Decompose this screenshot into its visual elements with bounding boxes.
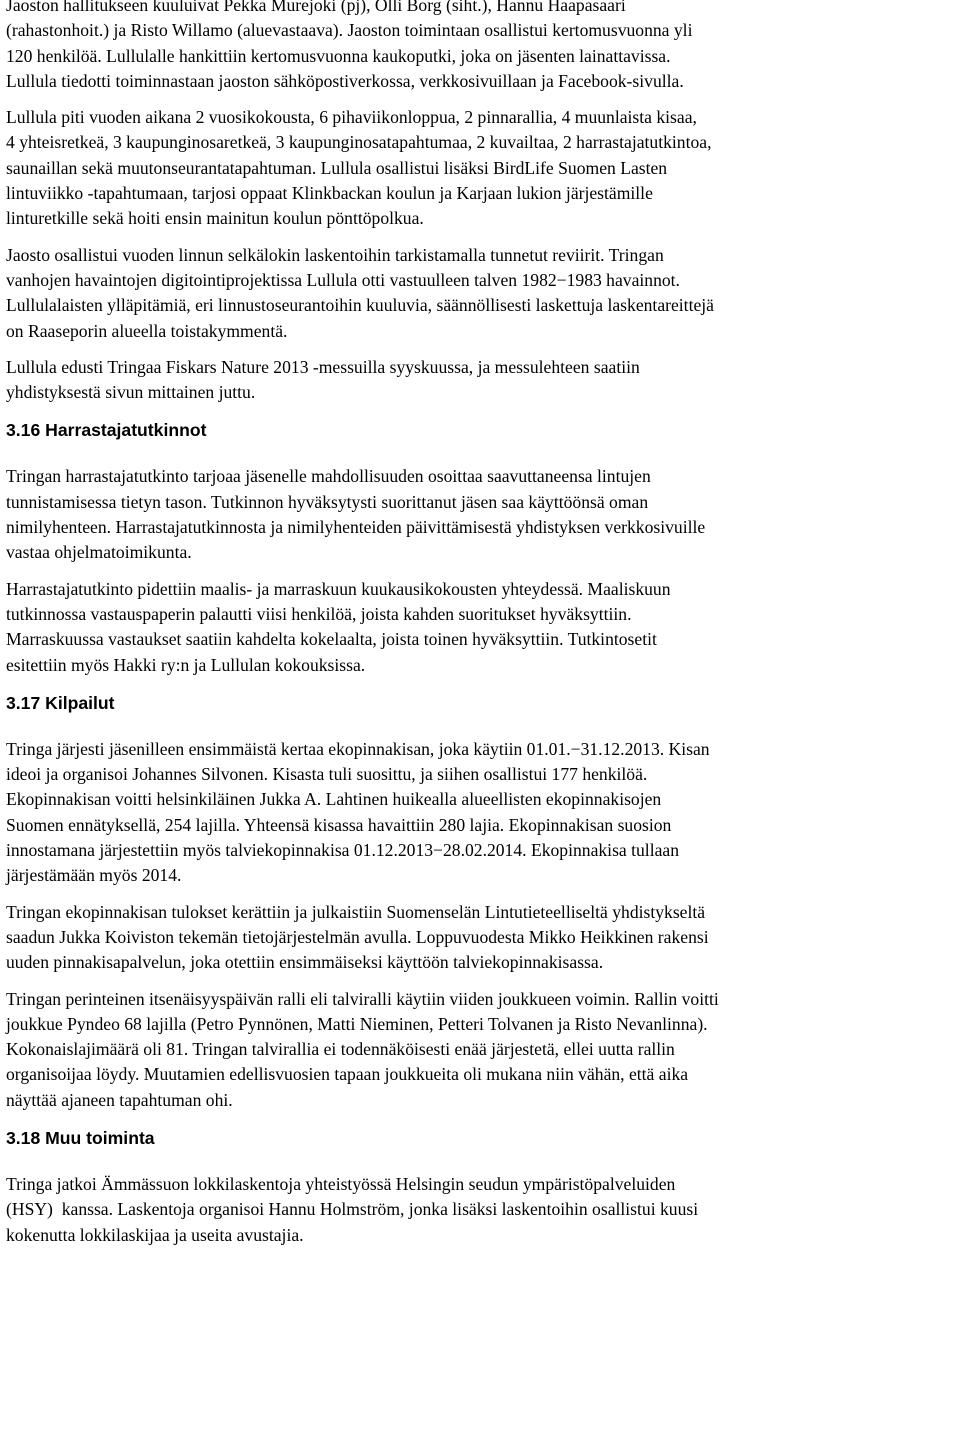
- spacer: [6, 405, 960, 418]
- paragraph-line: Tringa jatkoi Ämmässuon lokkilaskentoja yhteistyössä Helsingin seudun ympäristöpalveluiden: [6, 1173, 676, 1194]
- paragraph-line: Lullula piti vuoden aikana 2 vuosikokousta, 6 pihaviikonloppua, 2 pinnarallia, 4 muunlaista kisaa,: [6, 107, 697, 128]
- paragraph-line: Kokonaislajimäärä oli 81. Tringan talvirallia ei todennäköisesti enää järjestetä, ellei uutta rallin: [6, 1039, 675, 1060]
- paragraph-line: Lullula edusti Tringaa Fiskars Nature 2013 -messuilla syyskuussa, ja messulehteen saatiin: [6, 356, 640, 377]
- paragraph-line: saadun Jukka Koiviston tekemän tietojärjestelmän avulla. Loppuvuodesta Mikko Heikkinen rakensi: [6, 926, 709, 947]
- paragraph-line: Jaoston hallitukseen kuuluivat Pekka Murejoki (pj), Olli Borg (siht.), Hannu Haapasaari: [6, 0, 626, 15]
- spacer: [6, 1151, 960, 1172]
- paragraph-line: linturetkille sekä hoiti ensin mainitun koulun pönttöpolkua.: [6, 208, 424, 229]
- section-heading: 3.17 Kilpailut: [6, 692, 115, 713]
- paragraph: [6, 1172, 960, 1248]
- paragraph-line: yhdistyksestä sivun mittainen juttu.: [6, 382, 256, 403]
- paragraph-line: ideoi ja organisoi Johannes Silvonen. Kisasta tuli suosittu, ja siihen osallistui 177 henkilöä.: [6, 764, 648, 785]
- paragraph-line: vanhojen havaintojen digitointiprojektissa Lullula otti vastuulleen talven 1982−1983 havainnot.: [6, 269, 680, 290]
- paragraph-line: järjestämään myös 2014.: [6, 865, 182, 886]
- spacer: [6, 232, 960, 243]
- paragraph-line: Lullula tiedotti toiminnastaan jaoston sähköpostiverkossa, verkkosivuillaan ja Facebook-sivulla.: [6, 70, 684, 91]
- paragraph-line: Tringan perinteinen itsenäisyyspäivän ralli eli talviralli käytiin viiden joukkueen voimin. Rallin voitti: [6, 988, 719, 1009]
- paragraph-line: innostamana järjestettiin myös talviekopinnakisa 01.12.2013−28.02.2014. Ekopinnakisa tullaan: [6, 840, 679, 861]
- spacer: [6, 443, 960, 464]
- paragraph-line: lintuviikko -tapahtumaan, tarjosi oppaat Klinkbackan koulun ja Karjaan lukion järjestämille: [6, 183, 653, 204]
- paragraph-line: Ekopinnakisan voitti helsinkiläinen Jukka A. Lahtinen huikealla alueellisten ekopinnakisojen: [6, 789, 662, 810]
- paragraph-line: 120 henkilöä. Lullulalle hankittiin kertomusvuonna kaukoputki, joka on jäsenten lainattavissa.: [6, 45, 671, 66]
- paragraph-line: (rahastonhoit.) ja Risto Willamo (aluevastaava). Jaoston toimintaan osallistui kertomusvuonna yli: [6, 20, 693, 41]
- paragraph-line: Suomen ennätyksellä, 254 lajilla. Yhteensä kisassa havaittiin 280 lajia. Ekopinnakisan suosion: [6, 814, 672, 835]
- paragraph-line: Tringan harrastajatutkinto tarjoaa jäsenelle mahdollisuuden osoittaa saavuttaneensa lintujen: [6, 466, 651, 487]
- paragraph: [6, 355, 960, 406]
- paragraph-line: (HSY) kanssa. Laskentoja organisoi Hannu Holmström, jonka lisäksi laskentoihin osallistui kuusi: [6, 1199, 699, 1220]
- section-heading: 3.18 Muu toiminta: [6, 1127, 155, 1148]
- paragraph-line: Jaosto osallistui vuoden linnun selkälokin laskentoihin tarkistamalla tunnetut reviirit. Tringan: [6, 244, 664, 265]
- paragraph-line: kokenutta lokkilaskijaa ja useita avustajia.: [6, 1224, 304, 1245]
- paragraph: [6, 577, 960, 678]
- paragraph: [6, 900, 960, 976]
- paragraph-line: Tringa järjesti jäsenilleen ensimmäistä kertaa ekopinnakisan, joka käytiin 01.01.−31.12.2013. Kisan: [6, 738, 710, 759]
- paragraph-line: organisoijaa löydy. Muutamien edellisvuosien tapaan joukkueita oli mukana niin vähän, että aika: [6, 1064, 689, 1085]
- paragraph-line: tunnistamisessa tietyn tason. Tutkinnon hyväksytysti suorittanut jäsen saa käyttöönsä oman: [6, 491, 649, 512]
- paragraph-line: uuden pinnakisapalvelun, joka otettiin ensimmäiseksi käyttöön talviekopinnakisassa.: [6, 952, 604, 973]
- paragraph: [6, 105, 960, 231]
- paragraph-line: on Raaseporin alueella toistakymmentä.: [6, 320, 288, 341]
- paragraph: [6, 737, 960, 889]
- spacer: [6, 976, 960, 987]
- paragraph-line: saunaillan sekä muutonseurantatapahtuman. Lullula osallistui lisäksi BirdLife Suomen Lasten: [6, 157, 668, 178]
- spacer: [6, 1113, 960, 1126]
- paragraph-line: Lullulalaisten ylläpitämiä, eri linnustoseurantoihin kuuluvia, säännöllisesti laskettuja laskentareittejä: [6, 295, 714, 316]
- paragraph-line: 4 yhteisretkeä, 3 kaupunginosaretkeä, 3 kaupunginosatapahtumaa, 2 kuvailtaa, 2 harrastajatutkintoa,: [6, 132, 712, 153]
- section-heading: 3.16 Harrastajatutkinnot: [6, 420, 207, 441]
- paragraph-line: tutkinnossa vastauspaperin palautti viisi henkilöä, joista kahden suoritukset hyväksyttiin.: [6, 603, 632, 624]
- spacer: [6, 94, 960, 105]
- paragraph-line: Harrastajatutkinto pidettiin maalis- ja marraskuun kuukausikokousten yhteydessä. Maaliskuun: [6, 578, 671, 599]
- spacer: [6, 344, 960, 355]
- spacer: [6, 678, 960, 691]
- paragraph-line: vastaa ohjelmatoimikunta.: [6, 542, 192, 563]
- spacer: [6, 566, 960, 577]
- paragraph-line: nimilyhenteen. Harrastajatutkinnosta ja nimilyhenteiden päivittämisestä yhdistyksen verkkosivuille: [6, 517, 706, 538]
- paragraph-line: esitettiin myös Hakki ry:n ja Lullulan kokouksissa.: [6, 654, 366, 675]
- paragraph: [6, 987, 960, 1113]
- paragraph-line: Tringan ekopinnakisan tulokset kerättiin ja julkaistiin Suomenselän Lintutieteelliseltä yhdistykseltä: [6, 901, 706, 922]
- paragraph-line: Marraskuussa vastaukset saatiin kahdelta kokelaalta, joista toinen hyväksyttiin. Tutkintosetit: [6, 629, 657, 650]
- paragraph-line: näyttää ajaneen tapahtuman ohi.: [6, 1089, 233, 1110]
- paragraph: [6, 464, 960, 565]
- paragraph-line: joukkue Pyndeo 68 lajilla (Petro Pynnönen, Matti Nieminen, Petteri Tolvanen ja Risto Nevanlinna).: [6, 1013, 708, 1034]
- spacer: [6, 889, 960, 900]
- paragraph: [6, 0, 960, 94]
- spacer: [6, 716, 960, 737]
- paragraph: [6, 243, 960, 344]
